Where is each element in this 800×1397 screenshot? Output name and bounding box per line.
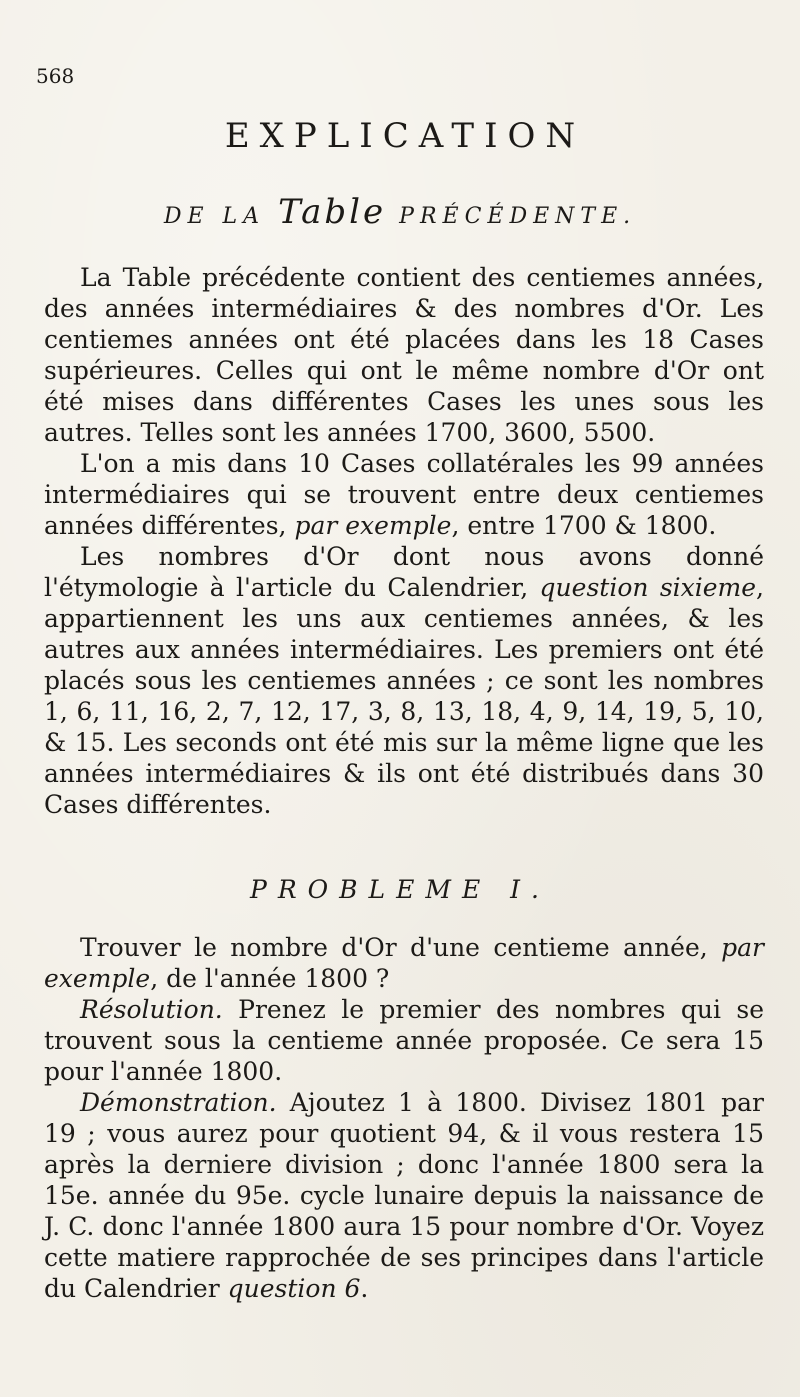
- paragraph-2: L'on a mis dans 10 Cases collatérales les 99 années intermédiaires qui se trouvent entre deux centiemes années différentes, par exemple, entre 1700 & 1800.: [44, 449, 764, 540]
- paragraph-3: Les nombres d'Or dont nous avons donné l'étymologie à l'article du Calendrier, question sixieme, appartiennent les uns aux centiemes années, & les autres aux années intermédiaires. Les premiers ont été placés sous les centiemes années ; ce sont les nombres 1, 6, 11, 16, 2, 7, 12, 17, 3, 8, 13, 18, 4, 9, 14, 19, 5, 10, & 15. Les seconds ont été mis sur la même ligne que les années intermédiaires & ils ont été distribués dans 30 Cases différentes.: [44, 542, 764, 819]
- subtitle-prefix: DE LA: [163, 204, 266, 229]
- subtitle-main: Table: [278, 192, 387, 232]
- section-title: PROBLEME I.: [250, 875, 550, 904]
- page-number: 568: [36, 64, 75, 88]
- page-subtitle: [0, 192, 800, 232]
- problem-text: [44, 932, 764, 1304]
- problem-demonstration: Démonstration. Ajoutez 1 à 1800. Divisez 1801 par 19 ; vous aurez pour quotient 94, & il vous restera 15 après la derniere division ; donc l'année 1800 sera la 15e. année du 95e. cycle lunaire depuis la naissance de J. C. donc l'année 1800 aura 15 pour nombre d'Or. Voyez cette matiere rapprochée de ses principes dans l'article du Calendrier question 6.: [44, 1088, 764, 1303]
- page-title: EXPLICATION: [224, 116, 586, 156]
- paragraph-1: La Table précédente contient des centiemes années, des années intermédiaires & des nombres d'Or. Les centiemes années ont été placées dans les 18 Cases supérieures. Celles qui ont le même nombre d'Or ont été mises dans différentes Cases les unes sous les autres. Telles sont les années 1700, 3600, 5500.: [44, 263, 764, 447]
- explanation-text: [44, 262, 764, 820]
- subtitle-suffix: PRÉCÉDENTE.: [399, 204, 637, 229]
- problem-resolution: Résolution. Prenez le premier des nombres qui se trouvent sous la centieme année proposée. Ce sera 15 pour l'année 1800.: [44, 995, 764, 1086]
- problem-question: Trouver le nombre d'Or d'une centieme année, par exemple, de l'année 1800 ?: [44, 933, 764, 993]
